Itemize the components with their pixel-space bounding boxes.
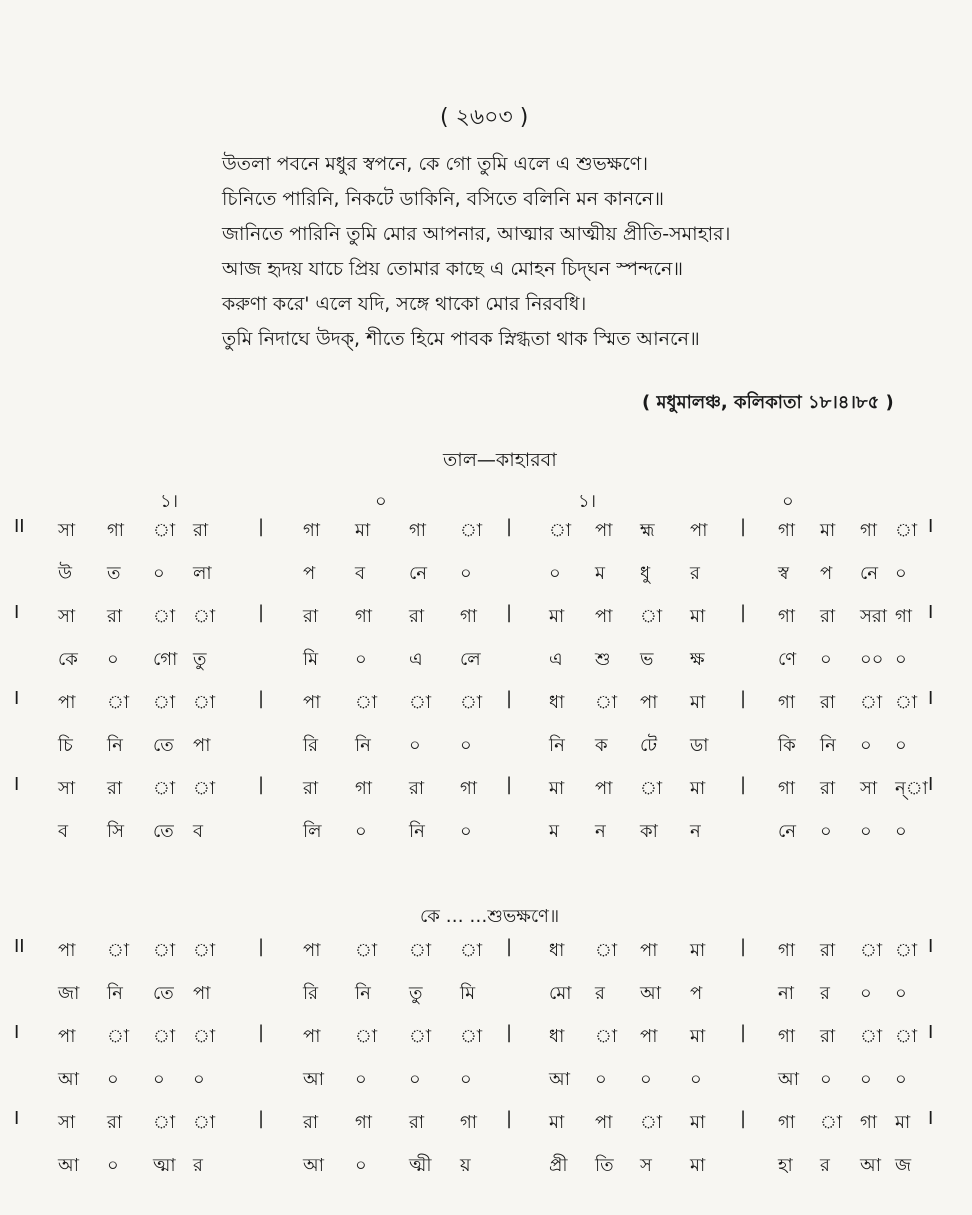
syllable: ০ — [460, 1069, 472, 1090]
syllable: ০ — [820, 649, 832, 670]
note: া — [895, 520, 918, 541]
syllable: লা — [193, 563, 212, 584]
note: পা — [58, 940, 76, 961]
syllable: আ — [860, 1155, 881, 1176]
note: া — [153, 1112, 176, 1133]
syllable: র — [820, 1155, 830, 1176]
note: সরা — [860, 606, 888, 627]
note: া — [640, 606, 663, 627]
bar-line: | — [740, 688, 747, 709]
lyric-line: উতলা পবনে মধুর স্বপনে, কে গো তুমি এলে এ শুভক্ষণে। — [222, 153, 649, 175]
syllable-row — [0, 811, 972, 854]
note: রা — [409, 606, 425, 627]
syllable: ত্মী — [409, 1155, 432, 1176]
syllable: ত — [107, 563, 121, 584]
syllable: আ — [58, 1155, 79, 1176]
note: পা — [595, 520, 613, 541]
note: মা — [549, 778, 565, 799]
notation-section-1 — [0, 510, 972, 854]
syllable: ০ — [895, 1069, 907, 1090]
note: গা — [895, 606, 913, 627]
note: গা — [107, 520, 125, 541]
beat-marker: ১। — [578, 491, 597, 512]
syllable: ০ — [820, 1069, 832, 1090]
syllable: ০ — [549, 563, 561, 584]
note: পা — [640, 940, 658, 961]
syllable: ক্ষ — [690, 649, 705, 670]
syllable: আ — [58, 1069, 79, 1090]
syllable: মা — [690, 1155, 706, 1176]
note: া — [153, 940, 176, 961]
syllable: ০ — [153, 1069, 165, 1090]
note: া — [895, 692, 918, 713]
note: গা — [409, 520, 427, 541]
syllable: ০ — [460, 735, 472, 756]
bar-line: | — [506, 688, 513, 709]
syllable: কি — [778, 735, 796, 756]
note: মা — [690, 1112, 706, 1133]
row-start-mark: I — [14, 1022, 20, 1043]
note: া — [153, 520, 176, 541]
note: রা — [107, 1112, 123, 1133]
syllable: ০ — [820, 821, 832, 842]
note: ধা — [549, 1026, 565, 1047]
note: া — [193, 940, 216, 961]
note: রা — [303, 778, 319, 799]
beat-marker: ০ — [375, 491, 387, 512]
note: ধা — [549, 940, 565, 961]
syllable: কা — [640, 821, 658, 842]
syllable: নে — [778, 821, 797, 842]
note: গা — [778, 520, 796, 541]
syllable: ন — [690, 821, 701, 842]
syllable: লে — [460, 649, 481, 670]
syllable: নে — [409, 563, 428, 584]
note: রা — [820, 940, 836, 961]
note: মা — [895, 1112, 911, 1133]
note: া — [595, 692, 618, 713]
row-end-mark: I — [928, 774, 934, 795]
note: গা — [460, 778, 478, 799]
lyrics-block — [222, 150, 730, 360]
lyric-line: চিনিতে পারিনি, নিকটে ডাকিনি, বসিতে বলিনি মন কাননে॥ — [222, 188, 664, 210]
note: মা — [690, 1026, 706, 1047]
syllable: তি — [595, 1155, 614, 1176]
syllable-row — [0, 639, 972, 682]
syllable: ধু — [640, 563, 651, 584]
note: া — [549, 520, 572, 541]
syllable: না — [778, 983, 794, 1004]
note: পা — [640, 692, 658, 713]
lyric-line: তুমি নিদাঘে উদক্‌, শীতে হিমে পাবক স্নিগ্ধতা থাক স্মিত আননে॥ — [222, 328, 700, 350]
row-start-mark: I — [14, 602, 20, 623]
notation-section-2 — [0, 930, 972, 1188]
note: গা — [778, 1112, 796, 1133]
row-end-mark: I — [928, 602, 934, 623]
syllable: ন — [595, 821, 606, 842]
syllable: তে — [153, 983, 174, 1004]
note: পা — [690, 520, 708, 541]
syllable: ভ — [640, 649, 654, 670]
syllable: হা — [778, 1155, 793, 1176]
row-start-mark: II — [14, 516, 25, 537]
syllable: ০ — [860, 983, 872, 1004]
syllable: ত্মা — [153, 1155, 176, 1176]
syllable: নি — [409, 821, 425, 842]
bar-line: | — [258, 1108, 265, 1129]
note: রা — [820, 1026, 836, 1047]
syllable-row — [0, 553, 972, 596]
note: া — [860, 940, 883, 961]
note: া — [193, 1026, 216, 1047]
syllable: নি — [107, 983, 123, 1004]
syllable: প্রী — [549, 1155, 568, 1176]
syllable: নি — [820, 735, 836, 756]
note: া — [193, 1112, 216, 1133]
syllable: ক — [595, 735, 608, 756]
note: া — [640, 1112, 663, 1133]
bar-line: | — [506, 516, 513, 537]
note: া — [193, 606, 216, 627]
syllable: ০ — [860, 735, 872, 756]
note: মা — [690, 940, 706, 961]
syllable-row — [0, 725, 972, 768]
note: পা — [58, 692, 76, 713]
note: গা — [778, 606, 796, 627]
note: রা — [303, 1112, 319, 1133]
syllable: ব — [355, 563, 366, 584]
bar-line: | — [506, 774, 513, 795]
syllable: ণে — [778, 649, 797, 670]
note: গা — [355, 778, 373, 799]
syllable: তে — [153, 821, 174, 842]
note-row — [0, 768, 972, 811]
note: া — [193, 778, 216, 799]
syllable: কে — [58, 649, 78, 670]
syllable: ব — [193, 821, 204, 842]
lyric-line: জানিতে পারিনি তুমি মোর আপনার, আত্মার আত্মীয় প্রীতি-সমাহার। — [222, 223, 731, 245]
syllable: ০ — [107, 1155, 119, 1176]
syllable: ০ — [460, 563, 472, 584]
syllable: ০ — [860, 821, 872, 842]
syllable: পা — [193, 735, 211, 756]
syllable: ডা — [690, 735, 709, 756]
row-start-mark: I — [14, 1108, 20, 1129]
syllable: ০ — [355, 821, 367, 842]
note: া — [355, 940, 378, 961]
note: পা — [303, 1026, 321, 1047]
note: া — [895, 1026, 918, 1047]
syllable: ০ — [895, 649, 907, 670]
note: পা — [58, 1026, 76, 1047]
note: া — [355, 1026, 378, 1047]
note: া — [153, 692, 176, 713]
syllable: ০ — [153, 563, 165, 584]
syllable: গো — [153, 649, 178, 670]
note: া — [409, 940, 432, 961]
syllable: শু — [595, 649, 611, 670]
note: রা — [409, 1112, 425, 1133]
note-row — [0, 682, 972, 725]
row-start-mark: II — [14, 936, 25, 957]
row-end-mark: I — [928, 1108, 934, 1129]
syllable: প — [303, 563, 316, 584]
note: মা — [690, 606, 706, 627]
syllable: ০ — [640, 1069, 652, 1090]
note: রা — [409, 778, 425, 799]
note: া — [153, 1026, 176, 1047]
note: হ্ম — [640, 520, 655, 541]
note: মা — [690, 778, 706, 799]
row-end-mark: I — [928, 936, 934, 957]
note: পা — [303, 692, 321, 713]
note: রা — [107, 606, 123, 627]
syllable: জ — [895, 1155, 912, 1176]
syllable: র — [595, 983, 605, 1004]
syllable: র — [690, 563, 700, 584]
note: া — [860, 1026, 883, 1047]
row-end-mark: I — [928, 688, 934, 709]
bar-line: | — [506, 936, 513, 957]
lyric-line: করুণা করে' এলে যদি, সঙ্গে থাকো মোর নিরবধি। — [222, 293, 587, 315]
syllable: প — [690, 983, 703, 1004]
syllable: লি — [303, 821, 322, 842]
note: া — [895, 940, 918, 961]
bar-line: | — [740, 602, 747, 623]
row-end-mark: I — [928, 516, 934, 537]
note-row — [0, 596, 972, 639]
syllable: তু — [409, 983, 423, 1004]
note: গা — [860, 1112, 878, 1133]
tala-heading: তাল—কাহারবা — [443, 449, 557, 471]
syllable: র — [193, 1155, 203, 1176]
note: া — [107, 940, 130, 961]
syllable: ০ — [895, 983, 907, 1004]
syllable: আ — [549, 1069, 570, 1090]
syllable: আ — [640, 983, 661, 1004]
syllable: ০ — [355, 1155, 367, 1176]
note: া — [355, 692, 378, 713]
note: গা — [778, 940, 796, 961]
note: া — [595, 940, 618, 961]
note: া — [820, 1112, 843, 1133]
row-end-mark: I — [928, 1022, 934, 1043]
bar-line: | — [506, 1108, 513, 1129]
note: া — [409, 1026, 432, 1047]
note: পা — [303, 940, 321, 961]
bar-line: | — [258, 516, 265, 537]
syllable: নে — [860, 563, 879, 584]
note: গা — [460, 606, 478, 627]
note: া — [153, 778, 176, 799]
syllable: ০ — [193, 1069, 205, 1090]
syllable: মো — [549, 983, 572, 1004]
syllable-row — [0, 973, 972, 1016]
syllable: সি — [107, 821, 125, 842]
note-row — [0, 930, 972, 973]
syllable: পা — [193, 983, 211, 1004]
note: ধা — [549, 692, 565, 713]
syllable: য় — [460, 1155, 471, 1176]
note: পা — [595, 1112, 613, 1133]
syllable: নি — [355, 983, 371, 1004]
note: গা — [778, 778, 796, 799]
syllable: ০ — [690, 1069, 702, 1090]
bar-line: | — [740, 774, 747, 795]
syllable: এ — [549, 649, 563, 670]
syllable: তে — [153, 735, 174, 756]
syllable: চি — [58, 735, 73, 756]
note: া — [460, 692, 483, 713]
note: গা — [355, 606, 373, 627]
bar-line: | — [506, 1022, 513, 1043]
lyric-line: আজ হৃদয় যাচে প্রিয় তোমার কাছে এ মোহন চিদ্‌ঘন স্পন্দনে॥ — [222, 258, 684, 280]
bar-line: | — [740, 936, 747, 957]
beat-marker: ০ — [782, 491, 794, 512]
note: া — [107, 692, 130, 713]
syllable: র — [820, 983, 830, 1004]
bar-line: | — [258, 774, 265, 795]
note: পা — [595, 606, 613, 627]
note: া — [193, 692, 216, 713]
note: গা — [860, 520, 878, 541]
syllable: তু — [193, 649, 207, 670]
syllable: ০ — [895, 563, 907, 584]
syllable: স্ব — [778, 563, 789, 584]
bar-line: | — [258, 688, 265, 709]
syllable: রি — [303, 735, 319, 756]
note: া — [860, 692, 883, 713]
note: রা — [820, 606, 836, 627]
note: ন্‌া — [895, 778, 928, 799]
note: া — [595, 1026, 618, 1047]
syllable: মি — [460, 983, 476, 1004]
bar-line: | — [740, 1022, 747, 1043]
note: রা — [820, 692, 836, 713]
note-row — [0, 1102, 972, 1145]
source-citation: ( মধুমালঞ্চ, কলিকাতা ১৮।৪।৮৫ ) — [642, 392, 894, 413]
row-start-mark: I — [14, 688, 20, 709]
syllable: ম — [595, 563, 605, 584]
syllable: স — [640, 1155, 652, 1176]
note: রা — [193, 520, 209, 541]
syllable: ০ — [895, 821, 907, 842]
note: সা — [58, 520, 76, 541]
note: পা — [640, 1026, 658, 1047]
syllable-row — [0, 1145, 972, 1188]
syllable: ০ — [895, 735, 907, 756]
syllable: টে — [640, 735, 658, 756]
note: সা — [58, 606, 76, 627]
note: সা — [58, 778, 76, 799]
syllable: আ — [303, 1069, 324, 1090]
syllable: ম — [549, 821, 559, 842]
note: া — [107, 1026, 130, 1047]
syllable: ০ — [409, 1069, 421, 1090]
note: মা — [820, 520, 836, 541]
bar-line: | — [258, 1022, 265, 1043]
syllable: ০ — [107, 1069, 119, 1090]
syllable: নি — [549, 735, 565, 756]
note: া — [460, 940, 483, 961]
syllable: মি — [303, 649, 319, 670]
syllable: ০ — [355, 649, 367, 670]
syllable: ০ — [409, 735, 421, 756]
note: গা — [778, 1026, 796, 1047]
note: মা — [355, 520, 371, 541]
syllable: নি — [107, 735, 123, 756]
bar-line: | — [740, 1108, 747, 1129]
row-start-mark: I — [14, 774, 20, 795]
syllable: ০ — [860, 1069, 872, 1090]
syllable: নি — [355, 735, 371, 756]
song-number: ( ২৬০৩ ) — [440, 105, 529, 130]
syllable: ০ — [460, 821, 472, 842]
note: মা — [690, 692, 706, 713]
note: া — [460, 520, 483, 541]
note: সা — [58, 1112, 76, 1133]
beat-marker: ১। — [160, 491, 179, 512]
note: গা — [778, 692, 796, 713]
note: মা — [549, 606, 565, 627]
note: া — [640, 778, 663, 799]
note: গা — [303, 520, 321, 541]
syllable: এ — [409, 649, 423, 670]
note: া — [153, 606, 176, 627]
note: রা — [820, 778, 836, 799]
bar-line: | — [258, 602, 265, 623]
note: পা — [595, 778, 613, 799]
syllable: ব — [58, 821, 69, 842]
bar-line: | — [506, 602, 513, 623]
syllable: ০ — [595, 1069, 607, 1090]
syllable: আ — [303, 1155, 324, 1176]
note: রা — [303, 606, 319, 627]
bar-line: | — [740, 516, 747, 537]
note: রা — [107, 778, 123, 799]
syllable: জা — [58, 983, 80, 1004]
note: সা — [860, 778, 878, 799]
syllable: ০০ — [860, 649, 884, 670]
note-row — [0, 1016, 972, 1059]
refrain-line: কে … …শুভক্ষণে॥ — [420, 906, 560, 927]
note: মা — [549, 1112, 565, 1133]
note: া — [460, 1026, 483, 1047]
syllable: প — [820, 563, 833, 584]
syllable: ০ — [107, 649, 119, 670]
note: গা — [355, 1112, 373, 1133]
syllable: আ — [778, 1069, 799, 1090]
note-row — [0, 510, 972, 553]
bar-line: | — [258, 936, 265, 957]
syllable: রি — [303, 983, 319, 1004]
syllable: ০ — [355, 1069, 367, 1090]
note: গা — [460, 1112, 478, 1133]
note: া — [409, 692, 432, 713]
syllable: উ — [58, 563, 73, 584]
syllable-row — [0, 1059, 972, 1102]
